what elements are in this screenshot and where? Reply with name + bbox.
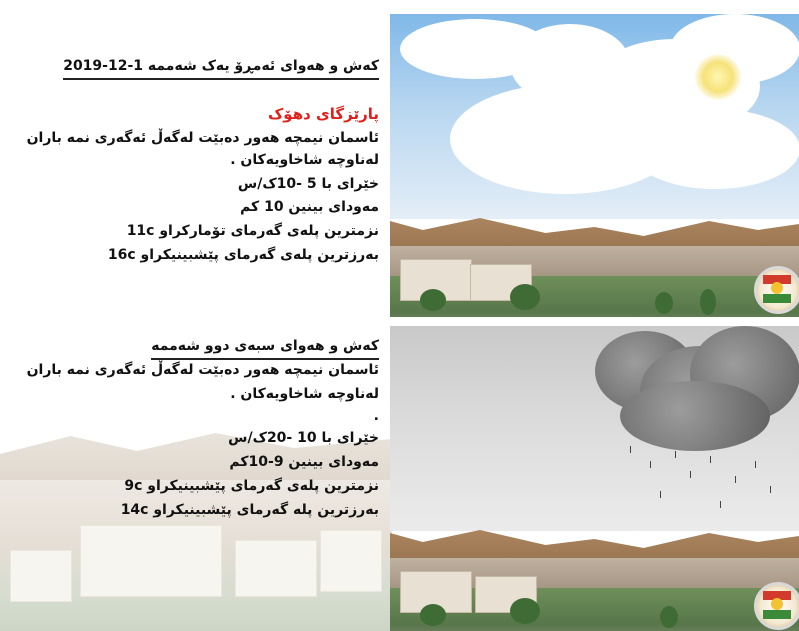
sun-icon	[695, 54, 741, 100]
kurdistan-emblem-icon	[754, 266, 799, 314]
today-title: کەش و هەوای ئەمڕۆ یەک شەممە 1-12-2019	[63, 56, 379, 80]
today-visibility: مەودای بینین 10 کم	[240, 199, 379, 215]
tomorrow-sky-line3: .	[373, 408, 379, 424]
today-min-temp: نزمترین پلەی گەرمای تۆمارکراو 11c	[126, 223, 379, 239]
province-heading: پارێزگای دهۆک	[267, 105, 379, 123]
today-sky-line2: لەناوچە شاخاویەکان .	[230, 152, 379, 168]
tomorrow-visibility: مەودای بینین 9-10کم	[229, 454, 379, 470]
today-max-temp: بەرزترین پلەی گەرمای پێشبینیکراو 16c	[107, 247, 379, 263]
tomorrow-wind: خێرای با 10 -20ک/س	[228, 430, 379, 446]
top-weather-photo	[390, 14, 799, 317]
tomorrow-title: کەش و هەوای سبەی دوو شەممە	[151, 336, 379, 360]
tomorrow-sky-line1: ئاسمان نیمچە هەور دەبێت لەگەڵ ئەگەری نمە باران	[26, 362, 379, 378]
tomorrow-sky-line2: لەناوچە شاخاویەکان .	[230, 386, 379, 402]
bottom-weather-photo	[390, 326, 799, 631]
tomorrow-max-temp: بەرزترین پلە گەرمای پێشبینیکراو 14c	[120, 502, 379, 518]
kurdistan-emblem-icon	[754, 582, 799, 630]
tomorrow-min-temp: نزمترین پلەی گەرمای پێشبینیکراو 9c	[124, 478, 379, 494]
today-wind: خێرای با 5 -10ک/س	[237, 176, 379, 192]
today-sky-line1: ئاسمان نیمچە هەور دەبێت لەگەڵ ئەگەری نمە باران	[26, 130, 379, 146]
